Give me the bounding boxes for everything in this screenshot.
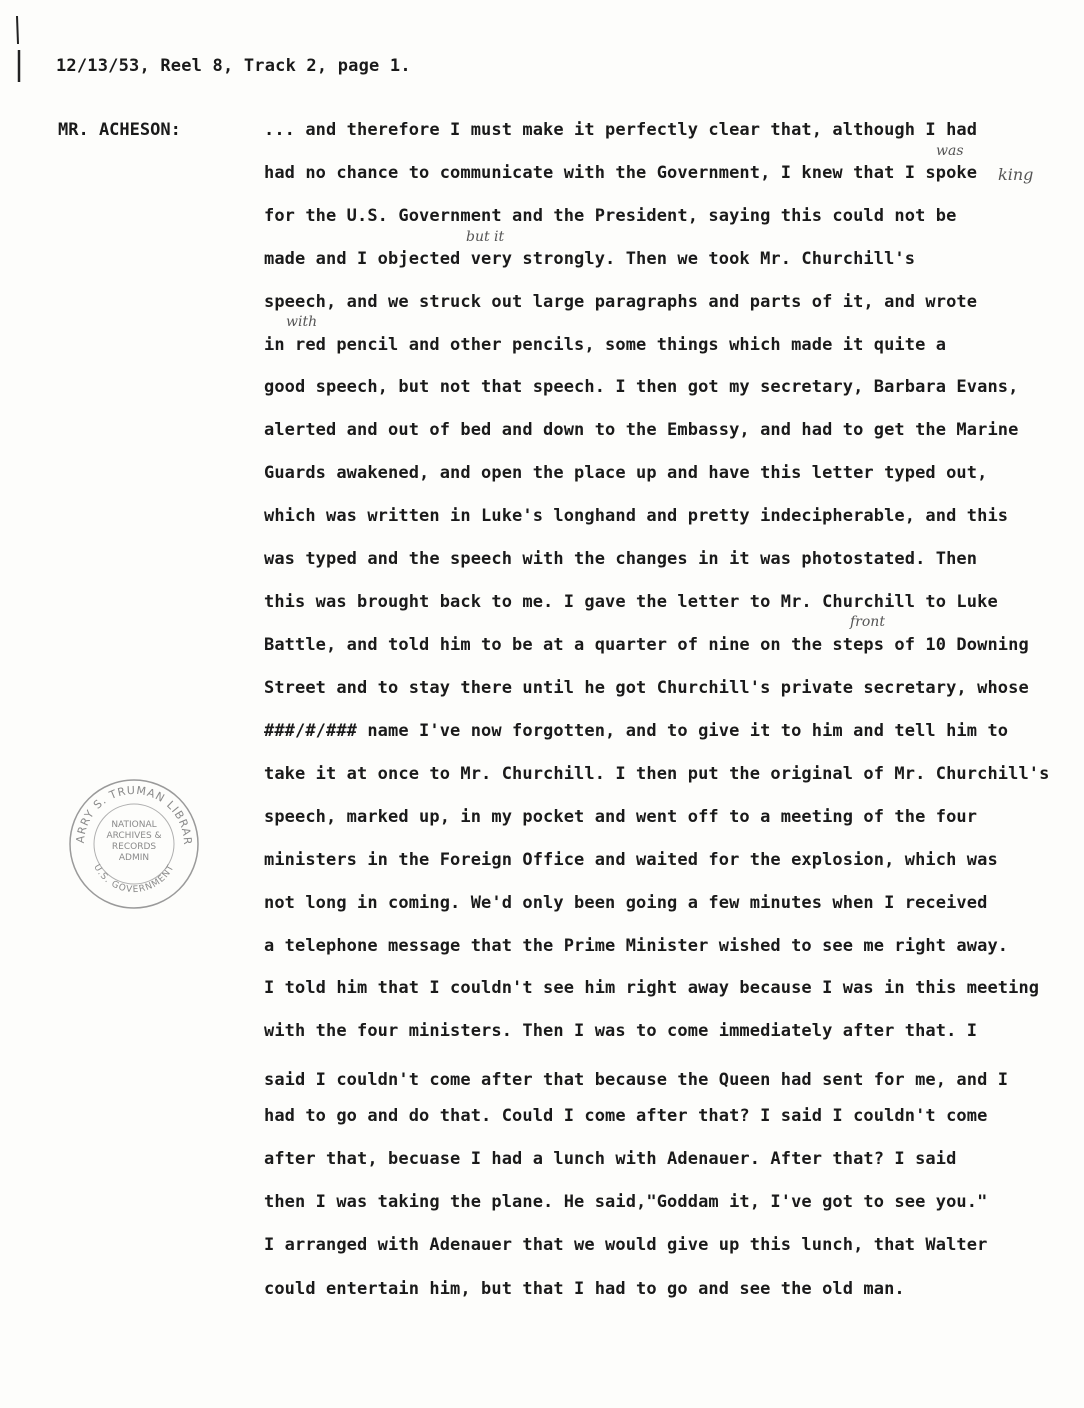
transcript-line: speech, marked up, in my pocket and went off to a meeting of the four bbox=[264, 807, 978, 827]
speaker-label: MR. ACHESON: bbox=[58, 120, 181, 140]
handwritten-insertion-front: front bbox=[850, 614, 885, 630]
transcript-line: which was written in Luke's longhand and pretty indecipherable, and this bbox=[264, 506, 1009, 526]
transcript-line: a telephone message that the Prime Minister wished to see me right away. bbox=[264, 936, 1009, 956]
transcript-line: had no chance to communicate with the Government, I knew that I spoke bbox=[264, 163, 978, 183]
handwritten-insertion-king: king bbox=[998, 165, 1034, 184]
stamp-ring-text: ARRY S. TRUMAN LIBRAR bbox=[73, 783, 195, 846]
transcript-line: could entertain him, but that I had to go and see the old man. bbox=[264, 1279, 905, 1299]
reel-track-page-reference: 12/13/53, Reel 8, Track 2, page 1. bbox=[56, 56, 411, 76]
transcript-line: good speech, but not that speech. I then got my secretary, Barbara Evans, bbox=[264, 377, 1019, 397]
transcript-line: then I was taking the plane. He said,"Goddam it, I've got to see you." bbox=[264, 1192, 988, 1212]
archive-stamp bbox=[66, 776, 202, 912]
transcript-line: not long in coming. We'd only been going a few minutes when I received bbox=[264, 893, 988, 913]
transcript-body bbox=[264, 0, 1064, 1408]
transcript-line: this was brought back to me. I gave the letter to Mr. Churchill to Luke bbox=[264, 592, 998, 612]
stamp-center-text: NATIONAL ARCHIVES & RECORDS ADMIN bbox=[106, 820, 162, 863]
transcript-line: Guards awakened, and open the place up and have this letter typed out, bbox=[264, 463, 988, 483]
transcript-line: alerted and out of bed and down to the Embassy, and had to get the Marine bbox=[264, 420, 1019, 440]
transcript-line: in red pencil and other pencils, some things which made it quite a bbox=[264, 335, 947, 355]
transcript-line: with the four ministers. Then I was to come immediately after that. I bbox=[264, 1021, 978, 1041]
transcript-line: after that, becuase I had a lunch with Adenauer. After that? I said bbox=[264, 1149, 957, 1169]
svg-text:U.S. GOVERNMENT bbox=[91, 863, 177, 895]
transcript-line: ministers in the Foreign Office and waited for the explosion, which was bbox=[264, 850, 998, 870]
transcript-line: was typed and the speech with the changes in it was photostated. Then bbox=[264, 549, 978, 569]
stamp-ring-bottom-text: U.S. GOVERNMENT bbox=[91, 862, 177, 896]
transcript-line: made and I objected very strongly. Then we took Mr. Churchill's bbox=[264, 249, 916, 269]
transcript-line: speech, and we struck out large paragraphs and parts of it, and wrote bbox=[264, 292, 978, 312]
scan-edge-marks bbox=[14, 14, 22, 84]
transcript-line: take it at once to Mr. Churchill. I then put the original of Mr. Churchill's bbox=[264, 764, 1050, 784]
handwritten-insertion-with: with bbox=[286, 314, 318, 330]
transcript-line: Street and to stay there until he got Churchill's private secretary, whose bbox=[264, 678, 1029, 698]
transcript-line: I arranged with Adenauer that we would give up this lunch, that Walter bbox=[264, 1235, 988, 1255]
transcript-line: ###/#/### name I've now forgotten, and to give it to him and tell him to bbox=[264, 721, 1009, 741]
transcript-line: I told him that I couldn't see him right away because I was in this meeting bbox=[264, 978, 1040, 998]
transcript-line: ... and therefore I must make it perfectly clear that, although I had bbox=[264, 120, 978, 140]
transcript-line: for the U.S. Government and the President, saying this could not be bbox=[264, 206, 957, 226]
handwritten-insertion-but-it: but it bbox=[466, 229, 505, 245]
transcript-line: had to go and do that. Could I come after that? I said I couldn't come bbox=[264, 1106, 988, 1126]
transcript-line: Battle, and told him to be at a quarter of nine on the steps of 10 Downing bbox=[264, 635, 1029, 655]
transcript-line: said I couldn't come after that because the Queen had sent for me, and I bbox=[264, 1070, 1009, 1090]
handwritten-insertion-was: was bbox=[936, 143, 964, 159]
